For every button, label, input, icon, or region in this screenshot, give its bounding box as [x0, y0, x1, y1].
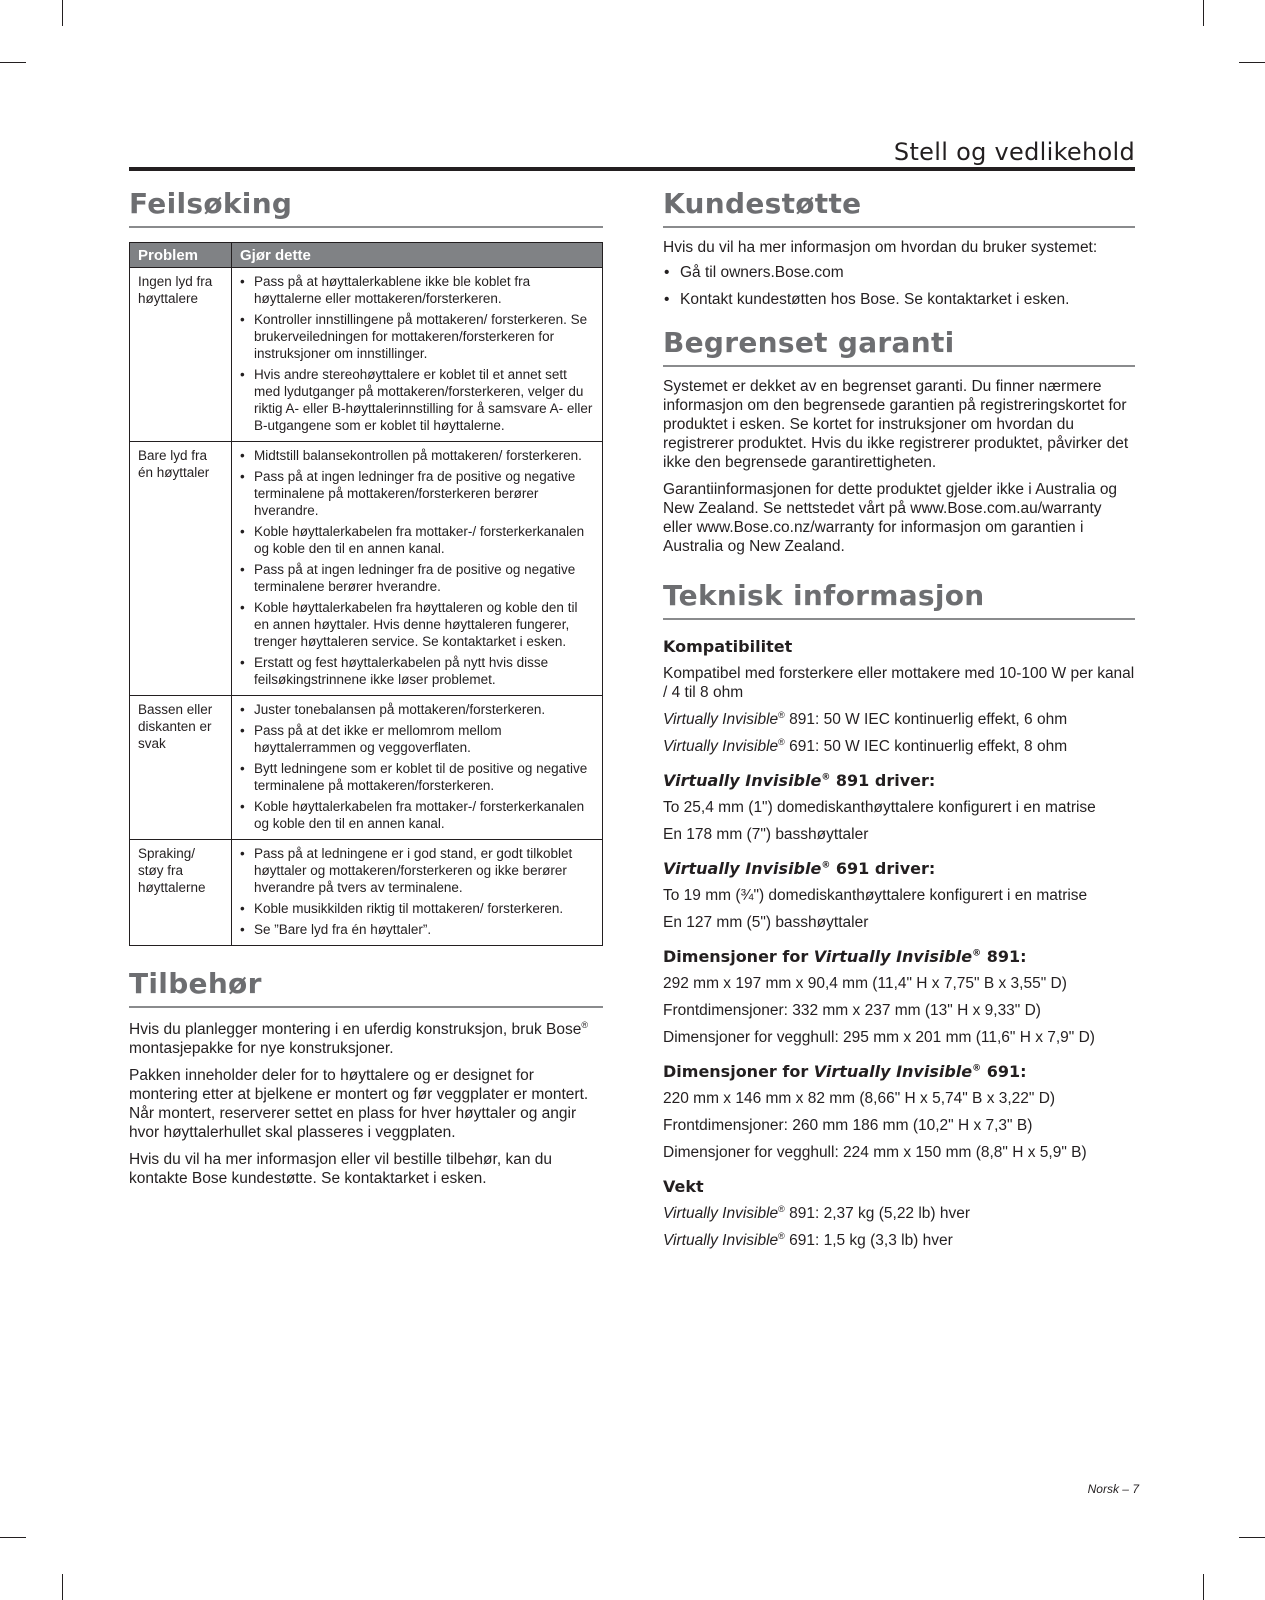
page-number: Norsk – 7 — [1087, 1482, 1139, 1496]
tech-heading: Teknisk informasjon — [663, 578, 1135, 620]
list-item: • Kontroller innstillingene på mottakeren/ forsterkeren. Se brukerveiledningen for mottakeren/forsterkeren for instruksjoner om innstillinger. — [240, 311, 594, 362]
spec-line: En 178 mm (7") basshøyttaler — [663, 826, 869, 843]
list-item: • Koble høyttalerkabelen fra mottaker-/ forsterkerkanalen og koble den til en annen kanal. — [240, 523, 594, 557]
action-cell — [232, 696, 603, 840]
list-item: • Erstatt og fest høyttalerkabelen på nytt hvis disse feilsøkingstrinnene ikke løser problemet. — [240, 654, 594, 688]
list-item: • Gå til owners.Bose.com — [663, 263, 1135, 282]
spec-line: To 25,4 mm (1") domediskanthøyttalere konfigurert i en matrise — [663, 799, 1096, 816]
list-item: • Pass på at ingen ledninger fra de positive og negative terminalene berører hverandre. — [240, 561, 594, 595]
weight-891: Virtually Invisible® 891: 2,37 kg (5,22 lb) hver — [663, 1203, 971, 1222]
dim-891-heading: Dimensjoner for Virtually Invisible® 891: — [663, 947, 1027, 966]
list-item: • Pass på at ingen ledninger fra de positive og negative terminalene på mottakeren/forsterkeren berører hverandre. — [240, 468, 594, 519]
col-problem: Problem — [130, 243, 232, 268]
spec-line: En 127 mm (5") basshøyttaler — [663, 914, 869, 931]
spec-line: Frontdimensjoner: 260 mm 186 mm (10,2" H x 7,3" B) — [663, 1117, 1033, 1134]
col-action: Gjør dette — [232, 243, 603, 268]
compat-heading: Kompatibilitet — [663, 637, 793, 656]
weight-heading: Vekt — [663, 1177, 704, 1196]
list-item: • Pass på at det ikke er mellomrom mellom høyttalerrammen og veggoverflaten. — [240, 722, 594, 756]
compat-text: Kompatibel med forsterkere eller mottakere med 10-100 W per kanal / 4 til 8 ohm — [663, 665, 1135, 701]
crop-mark — [1203, 1574, 1204, 1600]
spec-line: To 19 mm (¾") domediskanthøyttalere konfigurert i en matrise — [663, 887, 1088, 904]
support-intro: Hvis du vil ha mer informasjon om hvordan du bruker systemet: — [663, 239, 1098, 256]
table-header-row — [130, 243, 603, 268]
action-cell — [232, 442, 603, 696]
list-item: • Midtstill balansekontrollen på mottakeren/ forsterkeren. — [240, 447, 594, 464]
driver-891-heading: Virtually Invisible® 891 driver: — [663, 771, 936, 790]
right-column — [663, 186, 1135, 1250]
crop-mark — [0, 1537, 26, 1538]
spec-line: Frontdimensjoner: 332 mm x 237 mm (13" H x 9,33" D) — [663, 1002, 1041, 1019]
problem-cell: Ingen lyd fra høyttalere — [130, 268, 232, 442]
page-header — [129, 138, 1135, 171]
list-item: • Juster tonebalansen på mottakeren/forsterkeren. — [240, 701, 594, 718]
table-row — [130, 268, 603, 442]
list-item: • Se ”Bare lyd fra én høyttaler”. — [240, 921, 594, 938]
troubleshooting-heading: Feilsøking — [129, 186, 603, 228]
warranty-heading: Begrenset garanti — [663, 325, 1135, 367]
page-header-title: Stell og vedlikehold — [893, 138, 1135, 166]
list-item: • Koble høyttalerkabelen fra mottaker-/ forsterkerkanalen og koble den til en annen kanal. — [240, 798, 594, 832]
spec-line: Dimensjoner for vegghull: 224 mm x 150 mm (8,8" H x 5,9" B) — [663, 1144, 1087, 1161]
accessories-heading: Tilbehør — [129, 966, 603, 1008]
list-item: • Hvis andre stereohøyttalere er koblet til et annet sett med lydutganger på mottakeren/forsterkeren, velger du riktig A- eller B-høyttalerinnstilling for å samsvare A- eller B-utgangene som er koblet til høyttalerne. — [240, 366, 594, 434]
table-row — [130, 442, 603, 696]
support-heading: Kundestøtte — [663, 186, 1135, 228]
crop-mark — [0, 62, 26, 63]
spec-line: 292 mm x 197 mm x 90,4 mm (11,4" H x 7,75" B x 3,55" D) — [663, 975, 1067, 992]
crop-mark — [1203, 0, 1204, 26]
list-item: • Koble høyttalerkabelen fra høyttaleren og koble den til en annen høyttaler. Hvis denne høyttaleren fungerer, trenger høyttaleren service. Se kontaktarket i esken. — [240, 599, 594, 650]
warranty-paragraph: Systemet er dekket av en begrenset garanti. Du finner nærmere informasjon om den begrensede garantien på registreringskortet for produktet i esken. Se kortet for instruksjoner om hvordan du registrerer produktet. Hvis du ikke registrerer produktet, påvirker det ikke den begrensede garantirettigheten. — [663, 378, 1129, 471]
accessories-paragraph: Pakken inneholder deler for to høyttalere og er designet for montering etter at bjelkene er montert og før veggplater er montert. Når montert, reserverer settet en plass for hver høyttaler og angir hvor høyttalerhullet skal plasseres i veggplaten. — [129, 1067, 589, 1141]
spec-line: 220 mm x 146 mm x 82 mm (8,66" H x 5,74" B x 3,22" D) — [663, 1090, 1056, 1107]
accessories-paragraph: Hvis du planlegger montering i en uferdig konstruksjon, bruk Bose® montasjepakke for nye konstruksjoner. — [129, 1019, 588, 1057]
crop-mark — [62, 0, 63, 26]
crop-mark — [62, 1574, 63, 1600]
list-item: • Pass på at ledningene er i god stand, er godt tilkoblet høyttaler og mottakeren/forsterkeren og ikke berører hverandre på tvers av terminalene. — [240, 845, 594, 896]
action-cell — [232, 840, 603, 946]
crop-mark — [1239, 62, 1265, 63]
list-item: • Koble musikkilden riktig til mottakeren/ forsterkeren. — [240, 900, 594, 917]
warranty-paragraph: Garantiinformasjonen for dette produktet gjelder ikke i Australia og New Zealand. Se nettstedet vårt på www.Bose.com.au/warranty eller www.Bose.co.nz/warranty for informasjon om garantien i Australia og New Zealand. — [663, 481, 1118, 555]
problem-cell: Spraking/ støy fra høyttalerne — [130, 840, 232, 946]
compat-891: Virtually Invisible® 891: 50 W IEC kontinuerlig effekt, 6 ohm — [663, 709, 1068, 728]
left-column — [129, 186, 603, 1188]
crop-mark — [1239, 1537, 1265, 1538]
spec-line: Dimensjoner for vegghull: 295 mm x 201 mm (11,6" H x 7,9" D) — [663, 1029, 1095, 1046]
list-item: • Kontakt kundestøtten hos Bose. Se kontaktarket i esken. — [663, 290, 1135, 309]
list-item: • Pass på at høyttalerkablene ikke ble koblet fra høyttalerne eller mottakeren/forsterkeren. — [240, 273, 594, 307]
table-row — [130, 696, 603, 840]
problem-cell: Bassen eller diskanten er svak — [130, 696, 232, 840]
support-list — [663, 263, 1135, 309]
driver-691-heading: Virtually Invisible® 691 driver: — [663, 859, 936, 878]
accessories-paragraph: Hvis du vil ha mer informasjon eller vil bestille tilbehør, kan du kontakte Bose kundestøtte. Se kontaktarket i esken. — [129, 1151, 552, 1187]
problem-cell: Bare lyd fra én høyttaler — [130, 442, 232, 696]
action-cell — [232, 268, 603, 442]
compat-691: Virtually Invisible® 691: 50 W IEC kontinuerlig effekt, 8 ohm — [663, 736, 1068, 755]
weight-691: Virtually Invisible® 691: 1,5 kg (3,3 lb) hver — [663, 1230, 953, 1249]
table-row — [130, 840, 603, 946]
troubleshooting-table — [129, 242, 603, 946]
dim-691-heading: Dimensjoner for Virtually Invisible® 691: — [663, 1062, 1027, 1081]
list-item: • Bytt ledningene som er koblet til de positive og negative terminalene på mottakeren/forsterkeren. — [240, 760, 594, 794]
